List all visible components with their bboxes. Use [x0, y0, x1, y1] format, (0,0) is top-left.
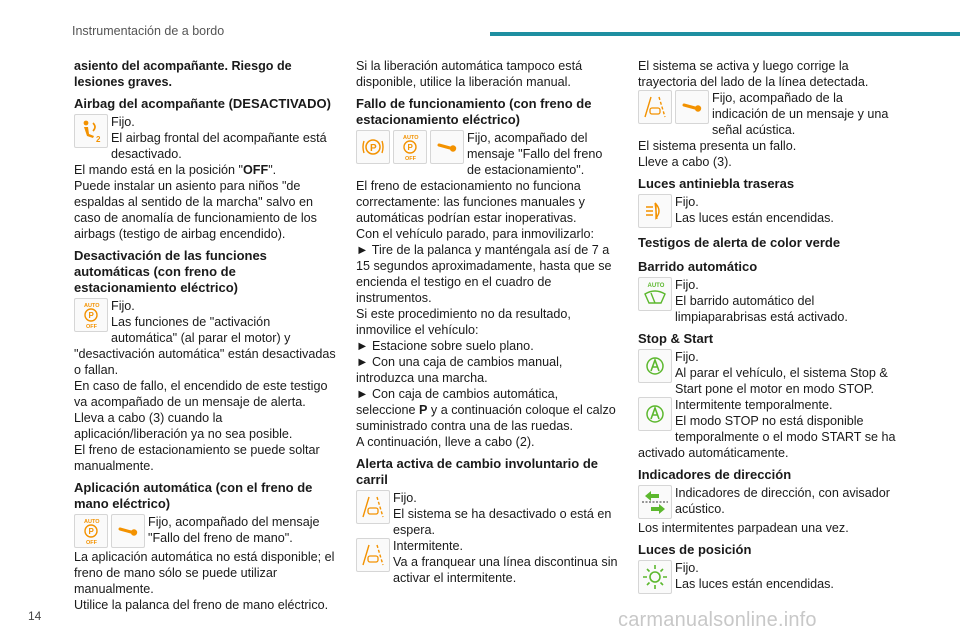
column-1 — [74, 58, 338, 613]
svg-text:P: P — [88, 527, 94, 536]
text-line: Indicadores de dirección, con avisador acústico. — [675, 486, 890, 516]
wrench-icon — [675, 90, 709, 124]
lane-departure-fixed-block — [356, 490, 618, 538]
text-line: Fijo. — [393, 491, 417, 505]
text-span: ". — [268, 163, 277, 177]
svg-text:OFF: OFF — [86, 540, 97, 546]
rear-fog-block — [638, 194, 900, 229]
passenger-airbag-block — [74, 114, 338, 162]
auto-park-off-icon — [393, 130, 427, 164]
lane-departure-icon — [638, 90, 672, 124]
text-line: El sistema presenta un fallo. — [638, 139, 797, 153]
lane-departure-flashing-block — [356, 538, 618, 586]
bullet-item: ► Estacione sobre suelo plano. — [356, 339, 534, 353]
text-line: Las funciones de "activación automática" (al parar el motor) y "desactivación automática" están desactivadas o fallan. — [74, 315, 336, 377]
auto-park-off-icon — [74, 298, 108, 332]
text-line: Las luces están encendidas. — [675, 577, 834, 591]
parking-brake-icon — [356, 130, 390, 164]
text-line: Fijo. — [675, 561, 699, 575]
text-line: Fijo. — [111, 299, 135, 313]
heading-green-lamps: Testigos de alerta de color verde — [638, 235, 841, 250]
text-line: Fijo, acompañado del mensaje "Fallo del freno de estacionamiento". — [467, 131, 603, 177]
auto-wiper-block — [638, 277, 900, 325]
text-line: Lleva a cabo (3) cuando la aplicación/liberación ya no sea posible. — [74, 411, 293, 441]
position-lights-block — [638, 560, 900, 595]
text-line: Fijo, acompañado del mensaje "Fallo del freno de mano". — [148, 515, 320, 545]
wrench-icon — [111, 514, 145, 548]
page-header — [0, 0, 960, 40]
text-line: El barrido automático del limpiaparabrisas está activado. — [675, 294, 848, 324]
stop-start-icon — [638, 349, 672, 383]
col2-intro: Si la liberación automática tampoco está disponible, utilice la liberación manual. — [356, 59, 583, 89]
heading-passenger-airbag: Airbag del acompañante (DESACTIVADO) — [74, 96, 331, 111]
wrench-icon — [430, 130, 464, 164]
heading-malfunction: Fallo de funcionamiento (con freno de estacionamiento eléctrico) — [356, 96, 592, 127]
stop-start-flashing-block — [638, 397, 900, 461]
heading-auto-wiper: Barrido automático — [638, 259, 758, 274]
text-line — [74, 162, 338, 178]
heading-auto-application: Aplicación automática (con el freno de mano eléctrico) — [74, 480, 313, 511]
text-line: A continuación, lleve a cabo (2). — [356, 435, 535, 449]
bullet-item: ► Con una caja de cambios manual, introduzca una marcha. — [356, 355, 563, 385]
svg-text:2: 2 — [96, 135, 101, 144]
off-label: OFF — [243, 163, 269, 177]
column-3 — [638, 58, 900, 595]
auto-application-block — [74, 514, 338, 549]
text-line: Intermitente temporalmente. — [675, 398, 833, 412]
heading-rear-fog: Luces antiniebla traseras — [638, 176, 795, 191]
lane-fault-block — [638, 90, 900, 138]
text-line: El freno de estacionamiento no funciona correctamente: las funciones manuales y automáticas podrían estar inoperativas. — [356, 179, 585, 225]
stop-start-icon — [638, 397, 672, 431]
auto-park-off-icon — [74, 514, 108, 548]
text-line: El modo STOP no está disponible temporalmente o el modo START se ha activado automáticamente. — [638, 414, 896, 460]
bullet-item — [356, 386, 618, 434]
heading-turn-signals: Indicadores de dirección — [638, 467, 792, 482]
svg-text:AUTO: AUTO — [647, 283, 665, 289]
auto-functions-block — [74, 298, 338, 378]
page-number: 14 — [28, 609, 42, 623]
text-line: Utilice la palanca del freno de mano eléctrico. — [74, 598, 329, 612]
svg-text:AUTO: AUTO — [84, 303, 100, 309]
text-line: Con el vehículo parado, para inmovilizarlo: — [356, 227, 595, 241]
lane-departure-icon — [356, 490, 390, 524]
text-line: Fijo. — [675, 278, 699, 292]
text-line: Fijo, acompañado de la indicación de un mensaje y una señal acústica. — [712, 91, 889, 137]
auto-wiper-icon — [638, 277, 672, 311]
lane-departure-icon — [356, 538, 390, 572]
watermark: carmanualsonline.info — [618, 609, 817, 631]
text-line: Fijo. — [675, 195, 699, 209]
bullet-item: ► Tire de la palanca y manténgala así de 7 a 15 segundos aproximadamente, hasta que se encienda el testigo en el cuadro de instrumentos. — [356, 243, 612, 305]
heading-auto-functions: Desactivación de las funciones automáticas (con freno de estacionamiento eléctrico) — [74, 248, 267, 295]
heading-lane-departure: Alerta activa de cambio involuntario de carril — [356, 456, 599, 487]
text-line: La aplicación automática no está disponible; el freno de mano sólo se puede utilizar manualmente. — [74, 550, 335, 596]
header-accent-bar — [490, 32, 960, 36]
text-line: Va a franquear una línea discontinua sin activar el intermitente. — [393, 555, 618, 585]
text-line: El sistema se ha desactivado o está en espera. — [393, 507, 612, 537]
svg-text:AUTO: AUTO — [403, 135, 419, 141]
text-line: Los intermitentes parpadean una vez. — [638, 521, 849, 535]
text-line: Lleve a cabo (3). — [638, 155, 732, 169]
turn-signals-block — [638, 485, 900, 520]
text-span: ► Con caja de cambios automática, seleccione — [356, 387, 559, 417]
column-2 — [356, 58, 618, 586]
text-line: El freno de estacionamiento se puede soltar manualmente. — [74, 443, 320, 473]
text-span: El mando está en la posición " — [74, 163, 243, 177]
svg-text:P: P — [407, 143, 413, 152]
text-line: Intermitente. — [393, 539, 463, 553]
svg-text:P: P — [370, 143, 377, 154]
position-lights-icon — [638, 560, 672, 594]
heading-stop-start: Stop & Start — [638, 331, 714, 346]
text-line: Si este procedimiento no da resultado, inmovilice el vehículo: — [356, 307, 571, 337]
text-line: Al parar el vehículo, el sistema Stop & Start pone el motor en modo STOP. — [675, 366, 888, 396]
col3-intro: El sistema se activa y luego corrige la trayectoria del lado de la línea detectada. — [638, 59, 869, 89]
rear-fog-light-icon — [638, 194, 672, 228]
svg-text:P: P — [88, 311, 94, 320]
col1-intro: asiento del acompañante. Riesgo de lesiones graves. — [74, 59, 292, 89]
passenger-airbag-off-icon — [74, 114, 108, 148]
text-line: Fijo. — [111, 115, 135, 129]
svg-text:OFF: OFF — [86, 324, 97, 330]
gear-p-label: P — [419, 403, 428, 417]
section-title: Instrumentación de a bordo — [72, 24, 225, 38]
svg-text:OFF: OFF — [405, 156, 416, 162]
text-span: y a continuación coloque el calzo suministrado contra una de las ruedas. — [356, 403, 616, 433]
text-line: Puede instalar un asiento para niños "de espaldas al sentido de la marcha" salvo en caso de anomalía de funcionamiento de los airbags (testigo de airbag encendido). — [74, 179, 317, 241]
malfunction-block — [356, 130, 618, 178]
text-line: Fijo. — [675, 350, 699, 364]
svg-text:AUTO: AUTO — [84, 519, 100, 525]
heading-position-lights: Luces de posición — [638, 542, 752, 557]
text-line: En caso de fallo, el encendido de este testigo va acompañado de un mensaje de alerta. — [74, 379, 328, 409]
turn-signal-icon — [638, 485, 672, 519]
text-line: El airbag frontal del acompañante está desactivado. — [111, 131, 327, 161]
text-line: Las luces están encendidas. — [675, 211, 834, 225]
stop-start-fixed-block — [638, 349, 900, 397]
